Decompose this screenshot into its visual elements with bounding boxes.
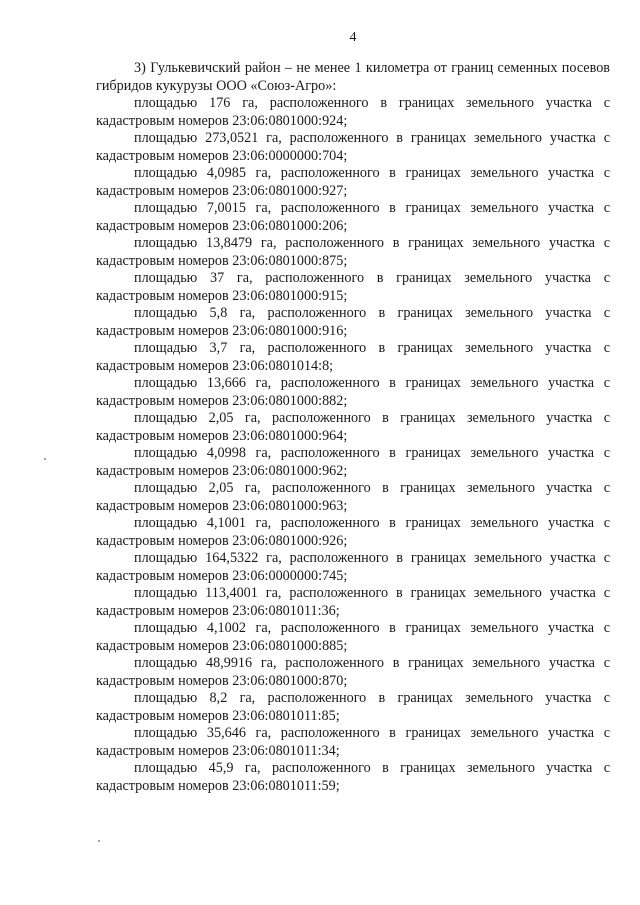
- land-plot-item: площадью 8,2 га, расположенного в границах земельного участка с кадастровым номеров 23:06:0801011:85;: [96, 690, 610, 724]
- land-plot-item: площадью 13,666 га, расположенного в границах земельного участка с кадастровым номеров 23:06:0801000:882;: [96, 375, 610, 409]
- land-plot-item: площадью 7,0015 га, расположенного в границах земельного участка с кадастровым номеров 23:06:0801000:206;: [96, 200, 610, 234]
- scan-artifact: [98, 840, 100, 842]
- land-plot-item: площадью 2,05 га, расположенного в границах земельного участка с кадастровым номеров 23:06:0801000:964;: [96, 410, 610, 444]
- page-number: 4: [349, 30, 357, 45]
- document-body: [96, 60, 610, 795]
- land-plot-item: площадью 4,1002 га, расположенного в границах земельного участка с кадастровым номеров 23:06:0801000:885;: [96, 620, 610, 654]
- land-plot-item: площадью 35,646 га, расположенного в границах земельного участка с кадастровым номеров 23:06:0801011:34;: [96, 725, 610, 759]
- land-plot-item: площадью 113,4001 га, расположенного в границах земельного участка с кадастровым номеров 23:06:0801011:36;: [96, 585, 610, 619]
- land-plot-item: площадью 176 га, расположенного в границах земельного участка с кадастровым номеров 23:06:0801000:924;: [96, 95, 610, 129]
- land-plot-item: площадью 2,05 га, расположенного в границах земельного участка с кадастровым номеров 23:06:0801000:963;: [96, 480, 610, 514]
- land-plot-item: площадью 13,8479 га, расположенного в границах земельного участка с кадастровым номеров 23:06:0801000:875;: [96, 235, 610, 269]
- land-plot-item: площадью 4,0985 га, расположенного в границах земельного участка с кадастровым номеров 23:06:0801000:927;: [96, 165, 610, 199]
- land-plot-item: площадью 273,0521 га, расположенного в границах земельного участка с кадастровым номеров 23:06:0000000:704;: [96, 130, 610, 164]
- land-plot-item: площадью 48,9916 га, расположенного в границах земельного участка с кадастровым номеров 23:06:0801000:870;: [96, 655, 610, 689]
- land-plot-item: площадью 4,0998 га, расположенного в границах земельного участка с кадастровым номеров 23:06:0801000:962;: [96, 445, 610, 479]
- land-plot-item: площадью 5,8 га, расположенного в границах земельного участка с кадастровым номеров 23:06:0801000:916;: [96, 305, 610, 339]
- land-plot-item: площадью 3,7 га, расположенного в границах земельного участка с кадастровым номеров 23:06:0801014:8;: [96, 340, 610, 374]
- scan-artifact: [44, 458, 46, 460]
- land-plot-list: [96, 95, 610, 795]
- land-plot-item: площадью 164,5322 га, расположенного в границах земельного участка с кадастровым номеров 23:06:0000000:745;: [96, 550, 610, 584]
- land-plot-item: площадью 4,1001 га, расположенного в границах земельного участка с кадастровым номеров 23:06:0801000:926;: [96, 515, 610, 549]
- intro-paragraph: 3) Гулькевичский район – не менее 1 километра от границ семенных посевов гибридов кукурузы ООО «Союз-Агро»:: [96, 60, 610, 94]
- land-plot-item: площадью 37 га, расположенного в границах земельного участка с кадастровым номеров 23:06:0801000:915;: [96, 270, 610, 304]
- land-plot-item: площадью 45,9 га, расположенного в границах земельного участка с кадастровым номеров 23:06:0801011:59;: [96, 760, 610, 794]
